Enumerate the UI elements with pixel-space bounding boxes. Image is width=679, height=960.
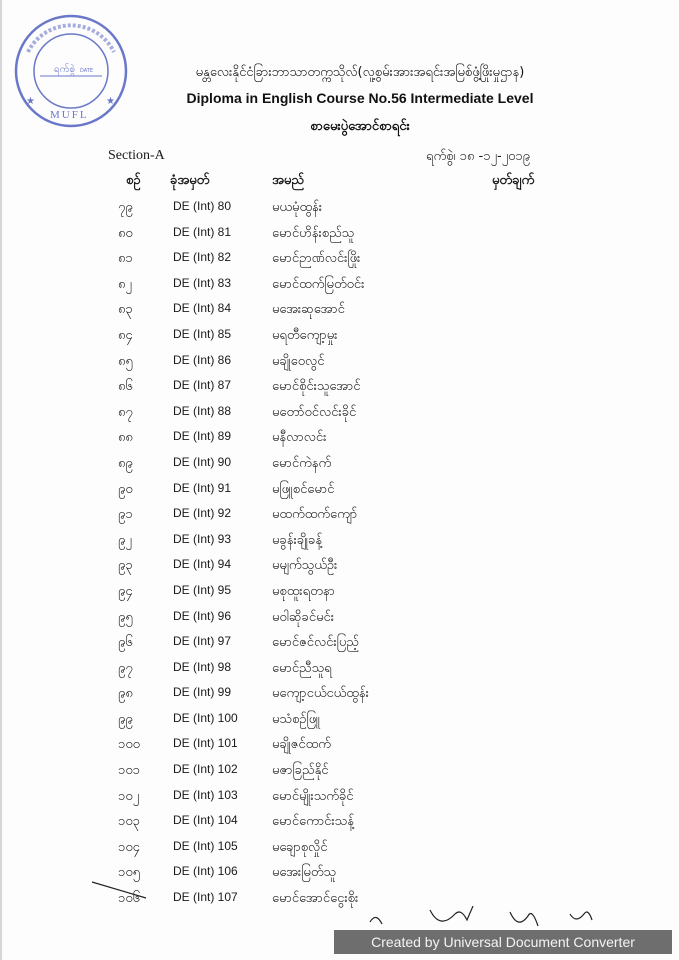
roll-number: DE (Int) 81 [173, 224, 232, 239]
student-name: မချောစုလှိုင် [272, 839, 328, 855]
student-name: မယမုံထွန်း [272, 200, 323, 215]
roll-number: DE (Int) 90 [173, 454, 232, 469]
roll-number: DE (Int) 102 [173, 762, 238, 777]
row-number: ၁၀၄ [118, 839, 140, 855]
row-number: ၈၈ [118, 430, 133, 446]
row-number: ၉၁ [118, 507, 133, 523]
roll-number: DE (Int) 87 [173, 378, 232, 393]
svg-text:★: ★ [106, 96, 115, 107]
table-row [0, 324, 679, 350]
table-row [0, 247, 679, 273]
pen-mark [90, 878, 150, 900]
student-name: မအေးမြတ်သူ [272, 865, 337, 881]
date-label: ရက်စွဲ၊ ၁၈ -၁၂-၂၀၁၉ [426, 149, 530, 164]
table-row [0, 733, 679, 759]
row-number: ၈၉ [118, 455, 133, 471]
student-name: မချိုဇင်ထက် [272, 737, 331, 753]
table-row [0, 401, 679, 427]
student-name: မောင်ညီသူရ [272, 660, 332, 676]
roll-number: DE (Int) 85 [173, 326, 232, 341]
row-number: ၈၅ [118, 353, 133, 369]
row-number: ၉၈ [118, 686, 133, 702]
row-number: ၉၇ [118, 660, 133, 676]
row-number: ၈၃ [118, 302, 133, 318]
roll-number: DE (Int) 88 [173, 403, 232, 418]
row-number: ၈၇ [118, 404, 133, 420]
table-row [0, 222, 679, 248]
list-title: စာမေးပွဲအောင်စာရင်း [310, 119, 410, 134]
student-name: မောင်ဉာဏ်လင်းဖြိုး [272, 251, 361, 267]
roll-number: DE (Int) 106 [173, 864, 238, 879]
row-number: ၉၃ [118, 558, 133, 574]
roll-number: DE (Int) 94 [173, 557, 232, 572]
table-row [0, 785, 679, 811]
row-number: ၁၀၅ [118, 865, 140, 881]
roll-number: DE (Int) 86 [173, 352, 232, 367]
student-name: မထက်ထက်ကျော် [272, 507, 358, 523]
roll-number: DE (Int) 95 [173, 582, 232, 597]
row-number: ၉၉ [118, 711, 133, 727]
table-row [0, 631, 679, 657]
course-title: Diploma in English Course No.56 Intermediate Level [186, 90, 534, 106]
roll-number: DE (Int) 83 [173, 275, 232, 290]
row-number: ၁၀၀ [118, 737, 140, 753]
table-row [0, 452, 679, 478]
table-row [0, 196, 679, 222]
table-row [0, 657, 679, 683]
svg-text:DATE: DATE [80, 68, 94, 74]
roll-number: DE (Int) 101 [173, 736, 238, 751]
table-row [0, 682, 679, 708]
student-name: မနီလာလင်း [272, 430, 327, 446]
table-row [0, 478, 679, 504]
svg-text:ရက်စွဲ: ရက်စွဲ [54, 64, 76, 75]
column-header-no: စဉ် [126, 173, 141, 188]
university-seal-stamp [10, 12, 132, 130]
student-name: မောင်ဟိန်းစည်သူ [272, 225, 355, 241]
table-row [0, 426, 679, 452]
roll-number: DE (Int) 92 [173, 506, 232, 521]
university-title: မန္တလေးနိုင်ငံခြားဘာသာတက္ကသိုလ်(လူ့စွမ်းအားအရင်းအမြစ်ဖွံ့ဖြိုးမှုဌာန) [195, 65, 525, 80]
row-number: ၉၀ [118, 481, 133, 497]
roll-number: DE (Int) 104 [173, 813, 238, 828]
svg-text:MUFL: MUFL [50, 109, 89, 121]
converter-watermark: Created by Universal Document Converter [334, 930, 672, 954]
row-number: ၉၂ [118, 532, 132, 548]
roll-number: DE (Int) 91 [173, 480, 232, 495]
table-row [0, 836, 679, 862]
svg-text:★: ★ [26, 96, 35, 107]
student-name: မချိုဝေလွင် [272, 353, 325, 369]
row-number: ၁၀၁ [118, 763, 140, 779]
roll-number: DE (Int) 93 [173, 531, 232, 546]
roll-number: DE (Int) 100 [173, 710, 238, 725]
student-name: မတော်ဝင်လင်းခိုင် [272, 404, 357, 420]
table-row [0, 810, 679, 836]
column-header-remark: မှတ်ချက် [492, 173, 535, 188]
roll-number: DE (Int) 96 [173, 608, 232, 623]
roll-number: DE (Int) 80 [173, 199, 232, 213]
student-name: မောင်အောင်ငွေးစိုး [272, 891, 359, 907]
student-name: မဇာခြည်နိုင် [272, 763, 329, 779]
student-name: မသံစဉ်ဖြူ [272, 711, 320, 727]
roll-number: DE (Int) 97 [173, 634, 232, 649]
row-number: ၉၅ [118, 609, 133, 625]
student-name: မောင်ဇင်လင်းပြည့် [272, 635, 359, 651]
section-label: Section-A [108, 148, 165, 163]
row-number: ၈၆ [118, 379, 133, 395]
roll-number: DE (Int) 98 [173, 659, 232, 674]
roll-number: DE (Int) 103 [173, 787, 238, 802]
results-table [0, 196, 679, 913]
student-name: မဝါဆိုခင်မင်း [272, 609, 335, 625]
row-number: ၉၆ [118, 635, 133, 651]
student-name: မအေးဆုအောင် [272, 302, 345, 318]
student-name: မရတီကျော့မှုး [272, 327, 338, 343]
student-name: မမျက်သွယ်ဦး [272, 558, 338, 574]
row-number: ၁၀၂ [118, 788, 140, 804]
table-row [0, 554, 679, 580]
student-name: မခွန်းချိုခန့် [272, 532, 323, 548]
table-row [0, 606, 679, 632]
student-name: မောင်မျိုးသက်ခိုင် [272, 788, 354, 804]
column-header-name: အမည် [272, 173, 304, 188]
table-row [0, 298, 679, 324]
roll-number: DE (Int) 89 [173, 429, 232, 444]
roll-number: DE (Int) 99 [173, 685, 232, 700]
row-number: ၁၀၆ [118, 891, 140, 907]
table-row [0, 580, 679, 606]
row-number: ၉၄ [118, 583, 133, 599]
roll-number: DE (Int) 105 [173, 838, 238, 853]
row-number: ၇၉ [118, 200, 133, 215]
student-name: မောင်ထက်မြတ်ဝင်း [272, 276, 365, 292]
roll-number: DE (Int) 82 [173, 250, 232, 265]
row-number: ၁၀၃ [118, 814, 140, 830]
table-row [0, 350, 679, 376]
table-row [0, 273, 679, 299]
row-number: ၈၂ [118, 276, 132, 292]
student-name: မောင်ကောင်းသန့် [272, 814, 354, 830]
table-row [0, 503, 679, 529]
student-name: မကျော့ငယ်ငယ်ထွန်း [272, 686, 369, 702]
roll-number: DE (Int) 107 [173, 890, 238, 905]
student-name: မဖြူစင်မောင် [272, 481, 335, 497]
roll-number: DE (Int) 84 [173, 301, 232, 316]
student-name: မောင်ကဲနက် [272, 455, 332, 471]
student-name: မစုထူးရတနာ [272, 583, 335, 599]
table-row [0, 529, 679, 555]
student-name: မောင်စိုင်းသူအောင် [272, 379, 361, 395]
table-row [0, 759, 679, 785]
column-header-roll: ခုံအမှတ် [170, 173, 210, 188]
row-number: ၈၁ [118, 251, 133, 267]
row-number: ၈၄ [118, 327, 133, 343]
row-number: ၈၀ [118, 225, 133, 241]
table-row [0, 708, 679, 734]
table-row [0, 375, 679, 401]
